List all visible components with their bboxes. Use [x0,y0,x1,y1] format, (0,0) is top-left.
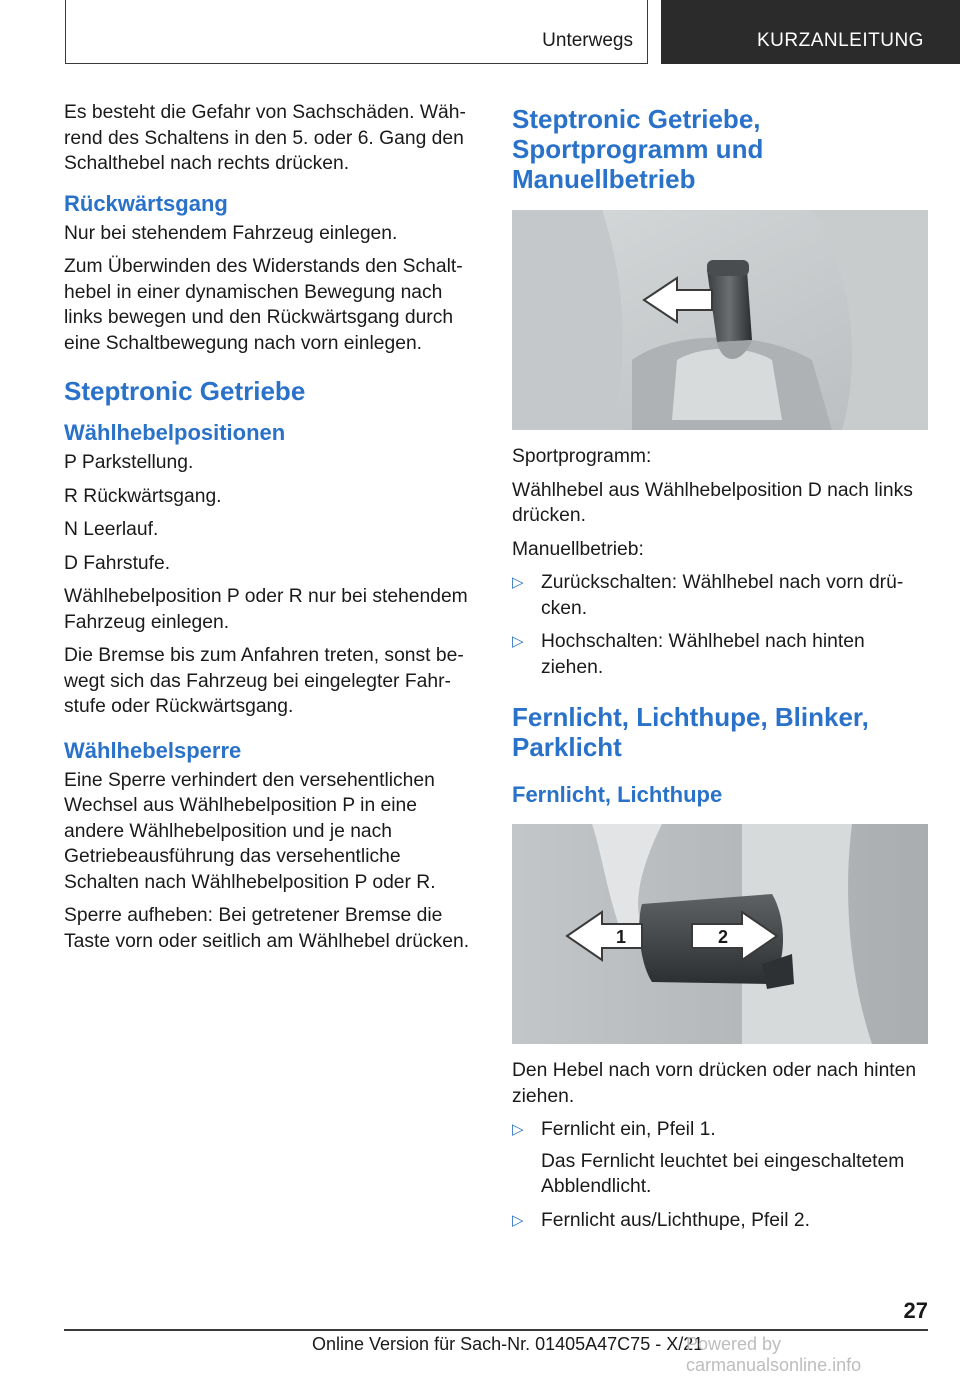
arrow-label-2: 2 [718,927,729,947]
beam-list [512,1117,928,1233]
list-item: ▷ Fernlicht ein, Pfeil 1. Das Fernlicht leuchtet bei eingeschaltetem Abblendlicht. [512,1117,928,1200]
header-section-title: Unterwegs [542,30,633,51]
footer-watermark: Powered by carmanualsonline.info [686,1334,862,1375]
header-section-box [65,0,648,64]
position-p: P Parkstellung. [64,452,194,473]
light-stalk-illustration [512,824,928,1044]
positions-note-2: Die Bremse bis zum Anfahren treten, sonst bewegt sich das Fahrzeug bei eingelegter Fahrstufe oder Rückwärtsgang. [64,645,464,717]
right-column [512,100,928,1243]
arrow-label-1: 1 [616,927,627,947]
positions-heading: Wählhebelpositionen [64,420,286,445]
reverse-text-1: Nur bei stehendem Fahrzeug einlegen. [64,222,398,244]
reverse-heading: Rückwärtsgang [64,190,228,216]
reverse-text-2: Zum Überwinden des Widerstands den Schalthebel in einer dynamischen Bewegung nach links bewegen und den Rückwärtsgang durch eine Schaltbewegung nach vorn einlegen. [64,256,463,354]
beam-intro: Den Hebel nach vorn drücken oder nach hinten ziehen. [512,1060,917,1107]
lights-heading: Fernlicht, Lichthupe, Blinker, Parklicht [512,702,869,762]
beam-heading: Fernlicht, Lichthupe [512,782,723,807]
sport-label: Sportprogramm: [512,446,652,467]
gear-selector-illustration [512,210,928,430]
position-d: D Fahrstufe. [64,552,171,574]
lock-text-1: Eine Sperre verhindert den versehentlichen Wechsel aus Wählhebelposition P in eine andere Wählhebelposition und je nach Getriebeausführung das versehentliche Schalten nach Wählhebelposition P oder R. [64,769,436,893]
manual-list [512,570,928,680]
footer-divider [64,1329,928,1331]
sport-heading: Steptronic Getriebe, Sportprogramm und Manuellbetrieb [512,104,764,194]
bullet-triangle-icon: ▷ [512,1211,524,1229]
steptronic-heading: Steptronic Getriebe [64,376,306,406]
left-column [64,100,480,962]
intro-warning: Es besteht die Gefahr von Sachschäden. Während des Schaltens in den 5. oder 6. Gang den Schalthebel nach rechts drücken. [64,102,466,174]
footer-online-version: Online Version für Sach-Nr. 01405A47C75 - X/21 [312,1334,704,1354]
bullet-triangle-icon: ▷ [512,1121,524,1138]
position-r: R Rückwärtsgang. [64,485,222,507]
bullet-triangle-icon: ▷ [512,633,524,650]
position-n: N Leerlauf. [64,519,159,540]
bullet-triangle-icon: ▷ [512,574,524,591]
lock-text-2: Sperre aufheben: Bei getretener Bremse die Taste vorn oder seitlich am Wählhebel drücken. [64,905,470,952]
list-item: ▷ Hochschalten: Wählhebel nach hinten ziehen. [512,631,865,678]
lock-heading: Wählhebelsperre [64,737,242,763]
header-chapter-tab: KURZANLEITUNG [661,0,960,64]
list-item: ▷ Fernlicht aus/Lichthupe, Pfeil 2. [512,1208,928,1234]
beam-item-1-sub: Das Fernlicht leuchtet bei eingeschaltetem Abblendlicht. [541,1150,905,1197]
manual-label: Manuellbetrieb: [512,538,644,560]
sport-text: Wählhebel aus Wählhebelposition D nach links drücken. [512,479,913,526]
positions-note-1: Wählhebelposition P oder R nur bei stehendem Fahrzeug einlegen. [64,586,468,633]
page-number: 27 [903,1298,928,1323]
list-item: ▷ Zurückschalten: Wählhebel nach vorn drücken. [512,572,904,619]
